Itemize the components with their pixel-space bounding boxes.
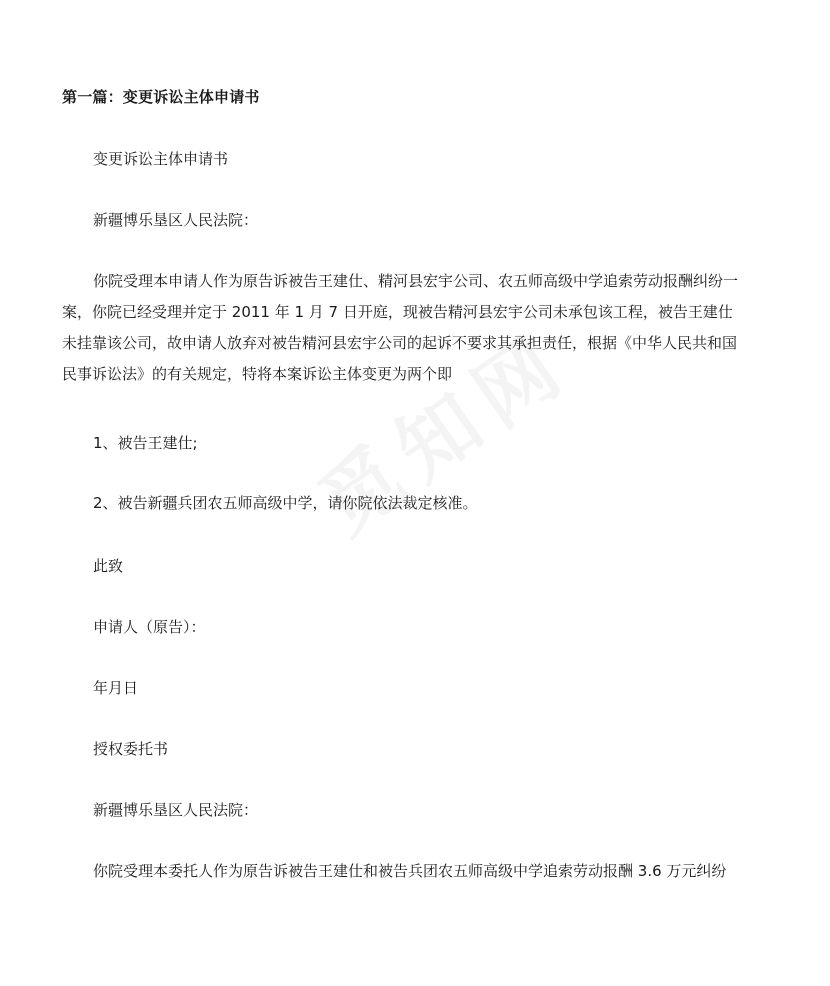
body-line: 你院受理本申请人作为原告诉被告王建仕、精河县宏宇公司、农五师高级中学追索劳动报酬纠纷一 xyxy=(93,272,739,290)
list-item-1: 1、被告王建仕; xyxy=(93,434,198,452)
body-line: 未挂靠该公司，故申请人放弃对被告精河县宏宇公司的起诉不要求其承担责任，根据《中华人民共和国 xyxy=(62,334,738,352)
body-paragraph xyxy=(62,266,772,390)
date-line: 年月日 xyxy=(93,679,139,697)
addressee: 新疆博乐垦区人民法院： xyxy=(93,211,259,229)
authorization-title: 授权委托书 xyxy=(93,740,169,758)
application-title: 变更诉讼主体申请书 xyxy=(93,150,229,168)
list-item-2: 2、被告新疆兵团农五师高级中学，请你院依法裁定核准。 xyxy=(93,494,478,512)
document-heading: 第一篇：变更诉讼主体申请书 xyxy=(62,88,260,106)
applicant-line: 申请人（原告）： xyxy=(93,618,206,636)
body-line: 民事诉讼法》的有关规定，特将本案诉讼主体变更为两个即 xyxy=(62,365,453,383)
closing-text: 此致 xyxy=(93,557,124,575)
addressee-2: 新疆博乐垦区人民法院： xyxy=(93,801,259,819)
authorization-body-line: 你院受理本委托人作为原告诉被告王建仕和被告兵团农五师高级中学追索劳动报酬 3.6 万元纠纷 xyxy=(93,862,727,880)
body-line: 案，你院已经受理并定于 2011 年 1 月 7 日开庭，现被告精河县宏宇公司未承包该工程，被告王建仕 xyxy=(62,303,733,321)
